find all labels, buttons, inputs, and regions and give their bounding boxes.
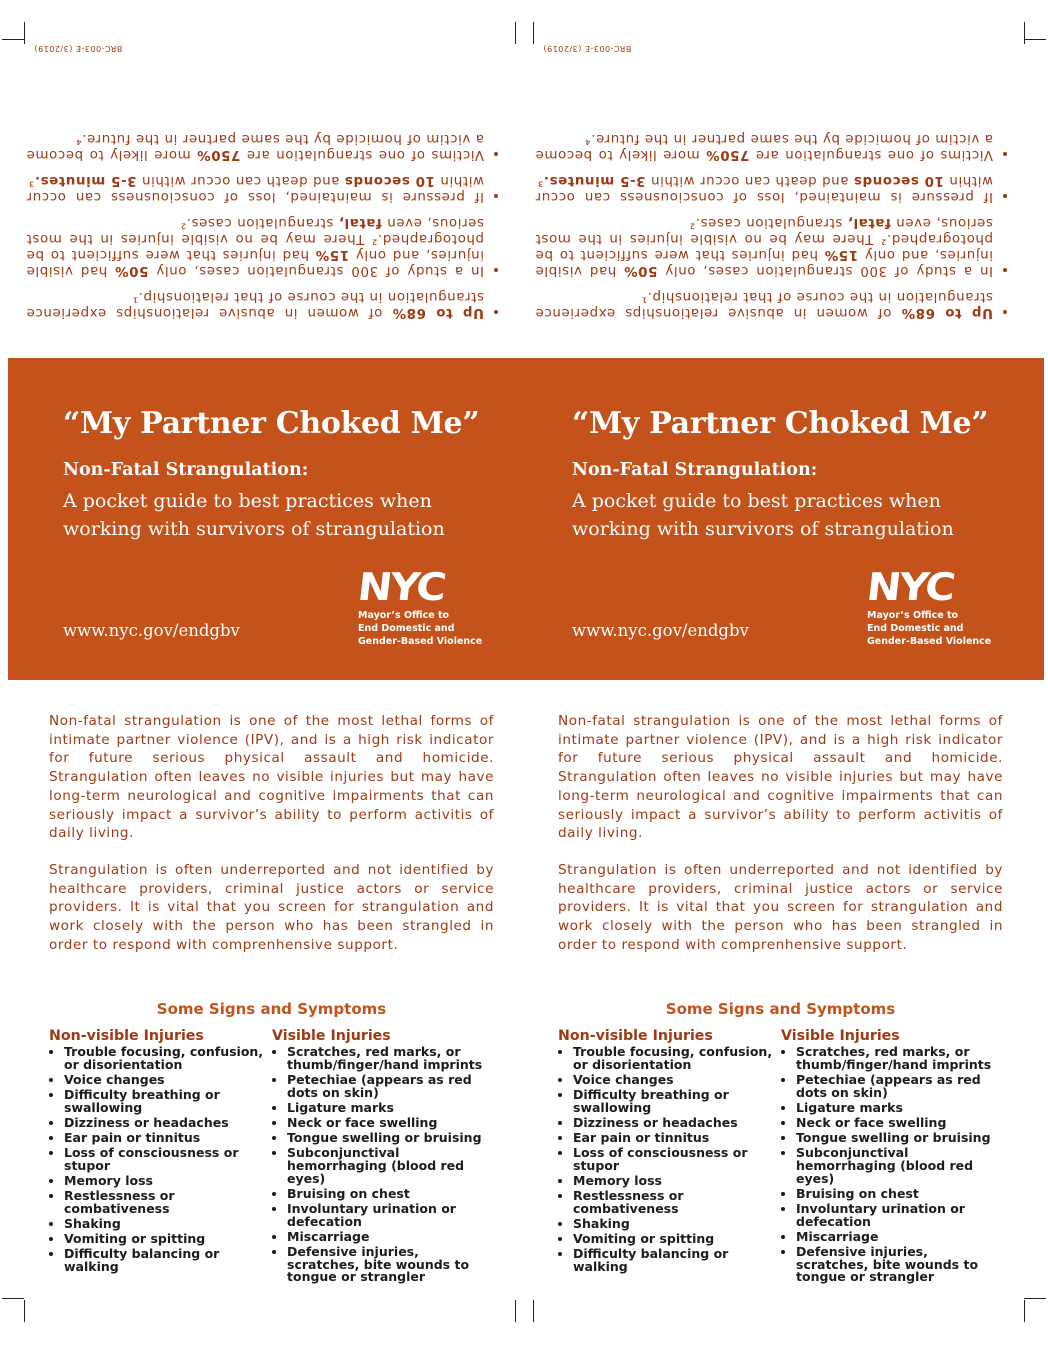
agency-name-line: Gender-Based Violence (358, 636, 483, 647)
cover-description: A pocket guide to best practices when working with survivors of strangulation (572, 490, 954, 540)
crop-mark (1024, 22, 1025, 44)
crop-mark (1024, 1300, 1025, 1322)
crop-mark (2, 39, 24, 40)
visible-injury-item: • Scratches, red marks, or thumb/finger/hand imprints (287, 1046, 494, 1072)
agency-name-line: Gender-Based Violence (867, 636, 992, 647)
visible-heading: Visible Injuries (781, 1028, 900, 1044)
back-facts-list (26, 130, 504, 320)
nonvisible-injury-item: • Vomiting or spitting (573, 1233, 780, 1246)
nonvisible-injury-item: • Dizziness or headaches (64, 1117, 271, 1130)
cover-description: A pocket guide to best practices when working with survivors of strangulation (63, 490, 445, 540)
cover-title: “My Partner Choked Me” (63, 406, 480, 441)
agency-name-line: End Domestic and (867, 623, 964, 634)
visible-injury-item: • Involuntary urination or defecation (796, 1203, 1003, 1229)
visible-injury-item: • Miscarriage (287, 1231, 494, 1244)
fact-item: • In a study of 300 strangulation cases, only 50% had visible injuries, and only 15% had injuries that were sufficient to be photographed.² There may be no visible injuries in the most serious, even fatal, strangulation cases.² (535, 214, 993, 278)
visible-list (781, 1046, 1003, 1284)
nonvisible-injury-item: • Restlessness or combativeness (573, 1190, 780, 1216)
visible-injury-item: • Petechiae (appears as red dots on skin) (287, 1074, 494, 1100)
nonvisible-injury-item: • Ear pain or tinnitus (64, 1132, 271, 1145)
agency-name (358, 609, 482, 648)
crop-mark (533, 1300, 534, 1322)
nonvisible-injury-item: • Trouble focusing, confusion, or disorientation (573, 1046, 780, 1072)
nonvisible-injury-item: • Voice changes (573, 1074, 780, 1087)
nonvisible-list (49, 1046, 271, 1274)
visible-injury-item: • Involuntary urination or defecation (287, 1203, 494, 1229)
screening-paragraph: Strangulation is often underreported and not identified by healthcare providers, criminal justice actors or service providers. It is vital that you screen for strangulation and work closely with the person who has been strangled in order to respond with comprenhensive support. (558, 861, 1003, 953)
visible-list (272, 1046, 494, 1284)
back-panel-left (26, 40, 504, 358)
nonvisible-column (558, 1028, 780, 1276)
nyc-logo (355, 565, 483, 648)
nonvisible-column (49, 1028, 271, 1276)
fact-item: • If pressure is maintained, loss of consciousness can occur within 10 seconds and death can occur within 3-5 minutes.³ (535, 172, 993, 204)
fact-item: • If pressure is maintained, loss of consciousness can occur within 10 seconds and death can occur within 3-5 minutes.³ (26, 172, 484, 204)
cover-title: “My Partner Choked Me” (572, 406, 989, 441)
intro-paragraph: Non-fatal strangulation is one of the most lethal forms of intimate partner violence (IPV), and is a high risk indicator for future serious physical assault and homicide. Strangulation often leaves no visible injuries but may have long-term neurological and cognitive impairments that can seriously impact a survivor’s ability to perform activitis of daily living. (49, 713, 494, 842)
nonvisible-list (558, 1046, 780, 1274)
visible-injury-item: • Miscarriage (796, 1231, 1003, 1244)
nonvisible-injury-item: • Vomiting or spitting (64, 1233, 271, 1246)
nonvisible-injury-item: • Trouble focusing, confusion, or disorientation (64, 1046, 271, 1072)
crop-mark (24, 1300, 25, 1322)
fact-item: • In a study of 300 strangulation cases, only 50% had visible injuries, and only 15% had injuries that were sufficient to be photographed.² There may be no visible injuries in the most serious, even fatal, strangulation cases.² (26, 214, 484, 278)
inside-panel-left (49, 712, 494, 1285)
visible-injury-item: • Neck or face swelling (796, 1117, 1003, 1130)
nonvisible-injury-item: • Difficulty balancing or walking (64, 1248, 271, 1274)
intro-paragraph: Non-fatal strangulation is one of the most lethal forms of intimate partner violence (IPV), and is a high risk indicator for future serious physical assault and homicide. Strangulation often leaves no visible injuries but may have long-term neurological and cognitive impairments that can seriously impact a survivor’s ability to perform activitis of daily living. (558, 713, 1003, 842)
nonvisible-injury-item: • Dizziness or headaches (573, 1117, 780, 1130)
visible-injury-item: • Tongue swelling or bruising (287, 1132, 494, 1145)
visible-injury-item: • Bruising on chest (796, 1188, 1003, 1201)
visible-injury-item: • Scratches, red marks, or thumb/finger/hand imprints (796, 1046, 1003, 1072)
visible-injury-item: • Defensive injuries, scratches, bite wounds to tongue or strangler (287, 1246, 494, 1284)
crop-mark (1024, 39, 1046, 40)
crop-mark (515, 1300, 516, 1322)
signs-heading: Some Signs and Symptoms (156, 1000, 387, 1018)
visible-injury-item: • Ligature marks (287, 1102, 494, 1115)
nyc-logo-mark: NYC (864, 565, 956, 609)
visible-injury-item: • Petechiae (appears as red dots on skin) (796, 1074, 1003, 1100)
visible-injury-item: • Ligature marks (796, 1102, 1003, 1115)
visible-column (781, 1028, 1003, 1287)
fact-item: • Victims of one strangulation are 750% more likely to become a victim of homicide by the same partner in the future.⁴ (26, 130, 484, 162)
form-code: BRC-003-E (3/2019) (34, 44, 123, 53)
agency-name (867, 609, 991, 648)
nonvisible-injury-item: • Difficulty breathing or swallowing (64, 1089, 271, 1115)
nonvisible-injury-item: • Restlessness or combativeness (64, 1190, 271, 1216)
crop-mark (515, 22, 516, 44)
nonvisible-injury-item: • Difficulty breathing or swallowing (573, 1089, 780, 1115)
inside-panel-right (558, 712, 1003, 1285)
agency-name-line: Mayor’s Office to (358, 610, 450, 621)
nonvisible-injury-item: • Ear pain or tinnitus (573, 1132, 780, 1145)
nonvisible-injury-item: • Memory loss (64, 1175, 271, 1188)
nonvisible-injury-item: • Memory loss (573, 1175, 780, 1188)
screening-paragraph: Strangulation is often underreported and not identified by healthcare providers, criminal justice actors or service providers. It is vital that you screen for strangulation and work closely with the person who has been strangled in order to respond with comprenhensive support. (49, 861, 494, 953)
website-link[interactable]: www.nyc.gov/endgbv (572, 621, 749, 640)
back-facts-list (535, 130, 1013, 320)
visible-heading: Visible Injuries (272, 1028, 391, 1044)
nonvisible-injury-item: • Difficulty balancing or walking (573, 1248, 780, 1274)
nonvisible-injury-item: • Shaking (573, 1218, 780, 1231)
crop-mark (1024, 1298, 1046, 1299)
crop-mark (533, 22, 534, 44)
fact-item: • Up to 68% of women in abusive relationships experience strangulation in the course of that relationship.¹ (26, 288, 484, 320)
visible-injury-item: • Bruising on chest (287, 1188, 494, 1201)
visible-injury-item: • Neck or face swelling (287, 1117, 494, 1130)
visible-injury-item: • Subconjunctival hemorrhaging (blood red eyes) (287, 1147, 494, 1185)
visible-column (272, 1028, 494, 1287)
crop-mark (24, 22, 25, 44)
nonvisible-injury-item: • Loss of consciousness or stupor (64, 1147, 271, 1173)
cover-subtitle: Non-Fatal Strangulation: (63, 460, 309, 480)
cover-panel-left (8, 358, 517, 680)
nonvisible-injury-item: • Voice changes (64, 1074, 271, 1087)
visible-injury-item: • Tongue swelling or bruising (796, 1132, 1003, 1145)
crop-mark (2, 1298, 24, 1299)
cover-panel-right (517, 358, 1026, 680)
signs-heading: Some Signs and Symptoms (665, 1000, 896, 1018)
agency-name-line: End Domestic and (358, 623, 455, 634)
nonvisible-injury-item: • Shaking (64, 1218, 271, 1231)
nonvisible-injury-item: • Loss of consciousness or stupor (573, 1147, 780, 1173)
form-code: BRC-003-E (3/2019) (543, 44, 632, 53)
nyc-logo-mark: NYC (355, 565, 447, 609)
visible-injury-item: • Subconjunctival hemorrhaging (blood red eyes) (796, 1147, 1003, 1185)
nonvisible-heading: Non-visible Injuries (49, 1028, 204, 1044)
back-panel-right (535, 40, 1013, 358)
visible-injury-item: • Defensive injuries, scratches, bite wounds to tongue or strangler (796, 1246, 1003, 1284)
cover-band (8, 358, 1044, 680)
agency-name-line: Mayor’s Office to (867, 610, 959, 621)
nyc-logo (864, 565, 992, 648)
cover-subtitle: Non-Fatal Strangulation: (572, 460, 818, 480)
website-link[interactable]: www.nyc.gov/endgbv (63, 621, 240, 640)
fact-item: • Victims of one strangulation are 750% more likely to become a victim of homicide by the same partner in the future.⁴ (535, 130, 993, 162)
fact-item: • Up to 68% of women in abusive relationships experience strangulation in the course of that relationship.¹ (535, 288, 993, 320)
nonvisible-heading: Non-visible Injuries (558, 1028, 713, 1044)
